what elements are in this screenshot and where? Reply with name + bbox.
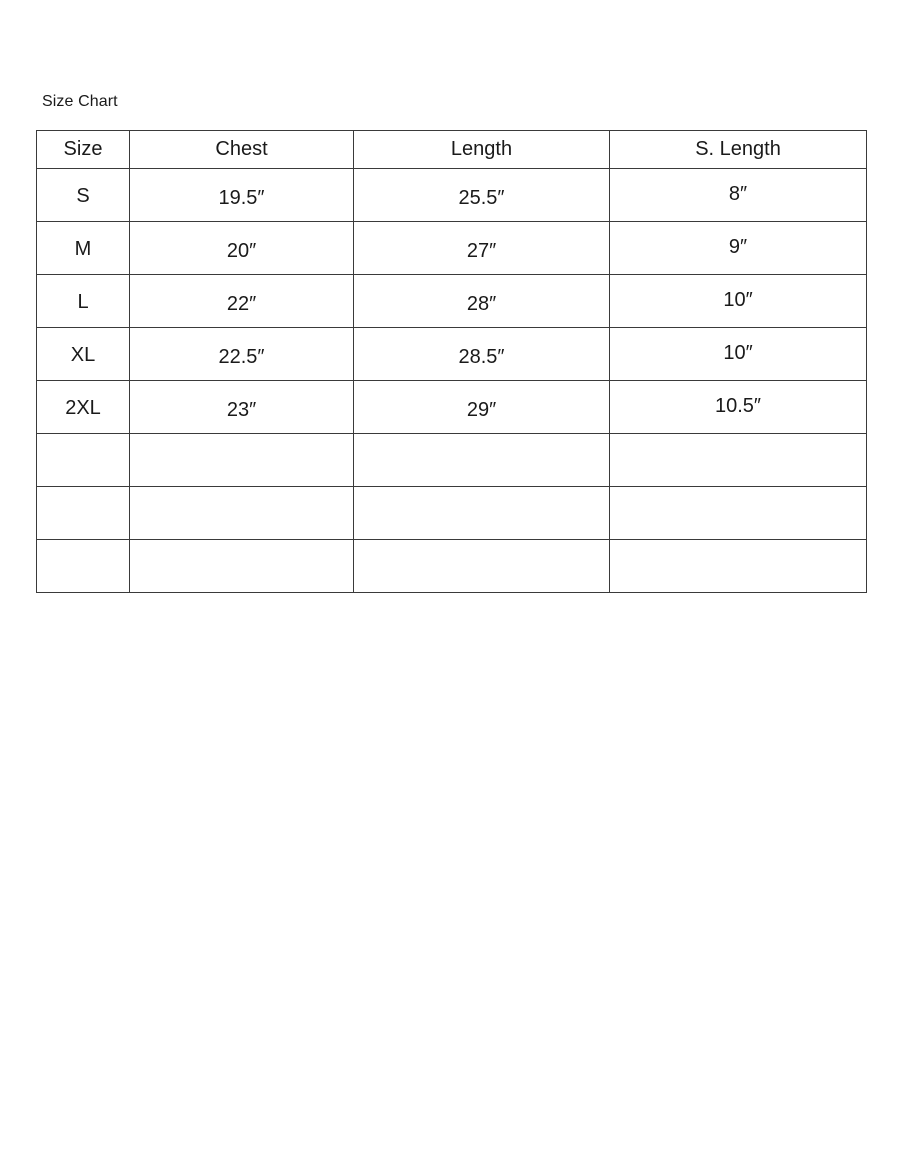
cell-length <box>354 275 610 328</box>
cell-length <box>354 381 610 434</box>
cell-size <box>37 540 130 593</box>
table-row-empty <box>37 434 867 487</box>
cell-sleeve-length-value: 8″ <box>728 183 748 205</box>
cell-size <box>37 328 130 381</box>
cell-sleeve-length <box>610 275 867 328</box>
table-row <box>37 169 867 222</box>
header-length: Length <box>354 131 610 169</box>
cell-length-value: 28″ <box>466 293 497 315</box>
cell-chest <box>130 487 354 540</box>
cell-size-value: 2XL <box>65 397 101 419</box>
header-sleeve-length: S. Length <box>610 131 867 169</box>
cell-length <box>354 540 610 593</box>
cell-sleeve-length-value: 10.5″ <box>714 395 761 417</box>
cell-chest <box>130 222 354 275</box>
cell-sleeve-length <box>610 169 867 222</box>
header-chest: Chest <box>130 131 354 169</box>
cell-chest <box>130 434 354 487</box>
cell-size-value: S <box>76 185 90 207</box>
cell-sleeve-length-value: 10″ <box>723 289 753 311</box>
cell-sleeve-length <box>610 487 867 540</box>
table-row-empty <box>37 540 867 593</box>
table-header-row <box>37 131 867 169</box>
cell-sleeve-length <box>610 381 867 434</box>
cell-chest <box>130 381 354 434</box>
cell-size <box>37 222 130 275</box>
cell-size-value: XL <box>70 344 96 366</box>
size-chart-table <box>36 130 867 593</box>
cell-length <box>354 169 610 222</box>
cell-length <box>354 487 610 540</box>
cell-sleeve-length <box>610 328 867 381</box>
cell-sleeve-length-value: 9″ <box>728 236 748 258</box>
table-row <box>37 222 867 275</box>
table-row-empty <box>37 487 867 540</box>
cell-sleeve-length <box>610 540 867 593</box>
cell-sleeve-length-value: 10″ <box>723 342 753 364</box>
cell-size-value: M <box>74 238 92 260</box>
cell-length <box>354 328 610 381</box>
cell-length <box>354 222 610 275</box>
cell-chest-value: 22″ <box>226 293 257 315</box>
cell-chest-value: 22.5″ <box>218 346 265 368</box>
cell-chest <box>130 540 354 593</box>
header-size: Size <box>37 131 130 169</box>
cell-chest <box>130 328 354 381</box>
cell-length-value: 29″ <box>466 399 497 421</box>
cell-size-value: L <box>77 291 89 313</box>
cell-size <box>37 275 130 328</box>
cell-chest <box>130 169 354 222</box>
cell-size <box>37 169 130 222</box>
cell-size <box>37 487 130 540</box>
cell-length-value: 27″ <box>466 240 497 262</box>
cell-length <box>354 434 610 487</box>
cell-sleeve-length <box>610 222 867 275</box>
cell-chest-value: 19.5″ <box>218 187 265 209</box>
cell-length-value: 28.5″ <box>458 346 505 368</box>
cell-size <box>37 434 130 487</box>
cell-chest-value: 23″ <box>226 399 257 421</box>
table-row <box>37 381 867 434</box>
cell-length-value: 25.5″ <box>458 187 505 209</box>
cell-chest-value: 20″ <box>226 240 257 262</box>
table-row <box>37 328 867 381</box>
page-title: Size Chart <box>42 93 118 110</box>
cell-chest <box>130 275 354 328</box>
table-row <box>37 275 867 328</box>
cell-size <box>37 381 130 434</box>
cell-sleeve-length <box>610 434 867 487</box>
